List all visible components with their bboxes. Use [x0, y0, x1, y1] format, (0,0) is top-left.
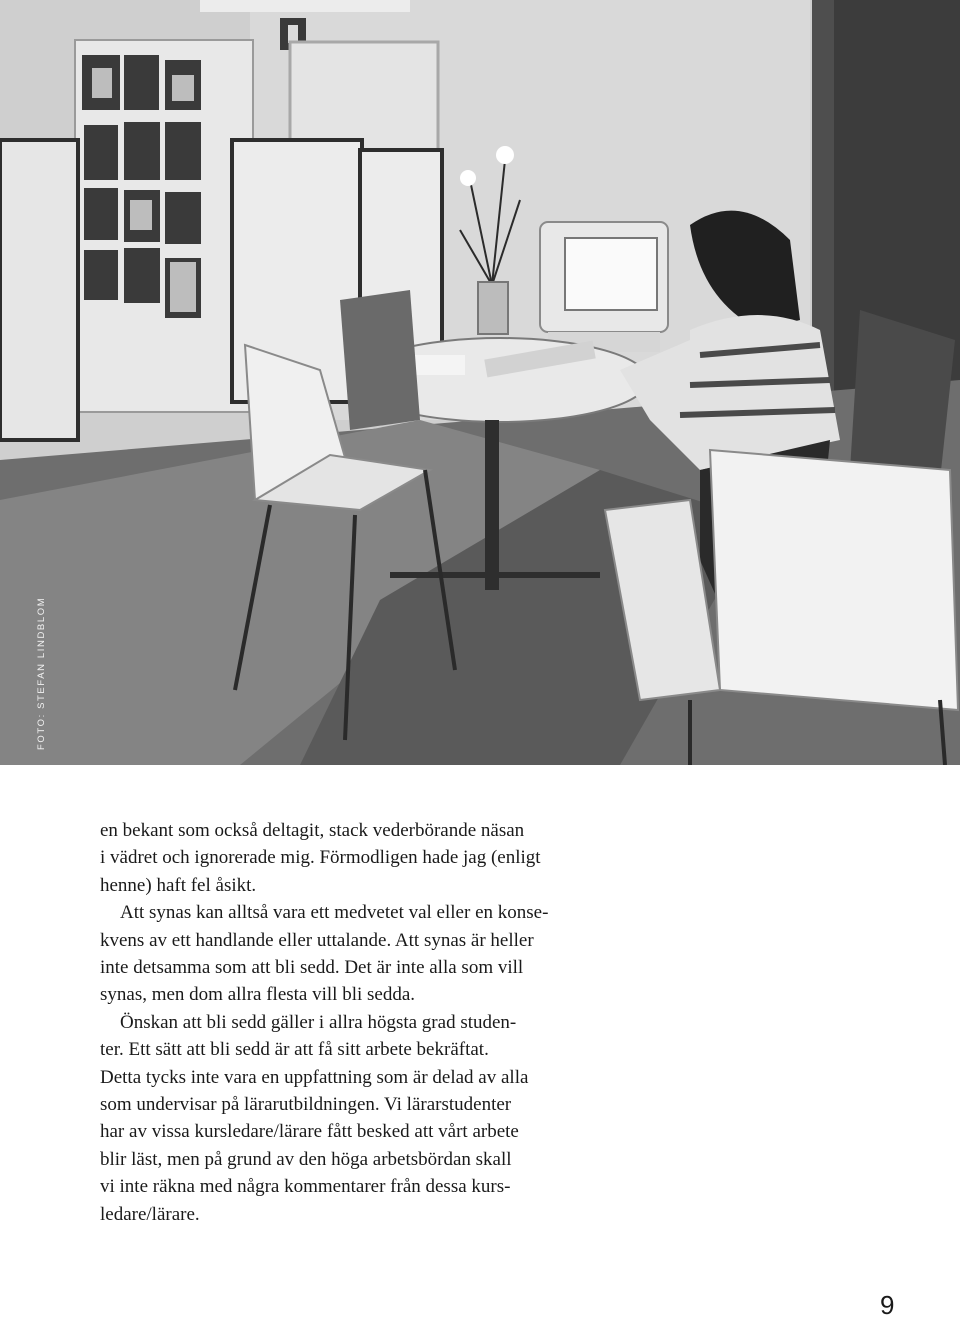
text-line: i vädret och ignorerade mig. Förmodligen hade jag (enligt [100, 847, 541, 869]
text-line: har av vissa kursledare/lärare fått besked att vårt arbete [100, 1121, 519, 1143]
text-line: ledare/lärare. [100, 1203, 200, 1225]
text-line: Önskan att bli sedd gäller i allra högsta grad studen- [120, 1011, 517, 1033]
text-line: blir läst, men på grund av den höga arbetsbördan skall [100, 1148, 512, 1170]
text-line: henne) haft fel åsikt. [100, 874, 257, 896]
text-line: inte detsamma som att bli sedd. Det är inte alla som vill [100, 957, 524, 979]
text-line: Att synas kan alltså vara ett medvetet val eller en konse- [120, 902, 549, 924]
text-line: synas, men dom allra flesta vill bli sedda. [100, 984, 416, 1006]
body-paragraph [100, 817, 652, 1228]
text-line: vi inte räkna med några kommentarer från dessa kurs- [100, 1176, 511, 1198]
page-number: 9 [880, 1290, 895, 1320]
text-line: som undervisar på lärarutbildningen. Vi lärarstudenter [100, 1094, 512, 1116]
text-line: kvens av ett handlande eller uttalande. Att synas är heller [100, 929, 534, 951]
photo-credit: FOTO: STEFAN LINDBLOM [36, 596, 47, 750]
text-line: Detta tycks inte vara en uppfattning som är delad av alla [100, 1066, 529, 1088]
text-line: ter. Ett sätt att bli sedd är att få sitt arbete bekräftat. [100, 1039, 489, 1061]
text-line: en bekant som också deltagit, stack vederbörande näsan [100, 820, 525, 841]
